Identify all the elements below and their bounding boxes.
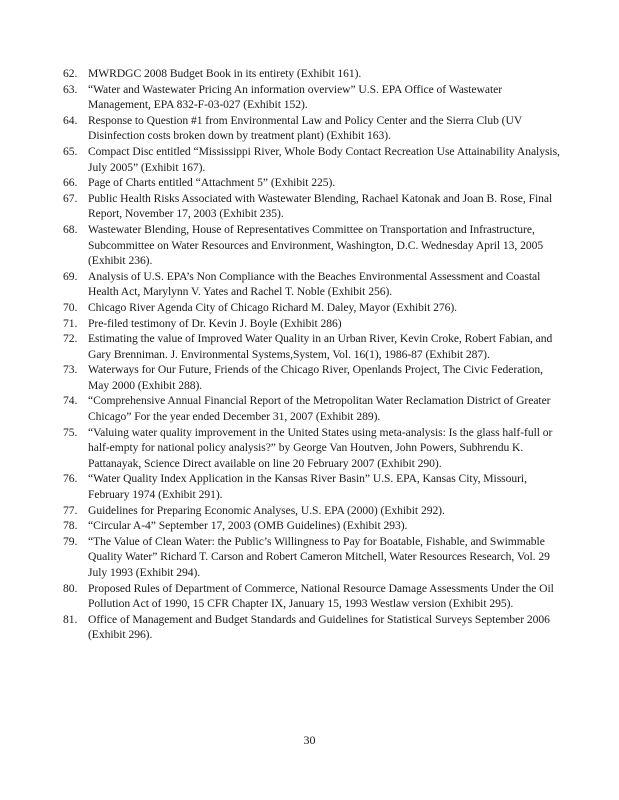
item-number: 81. [63, 612, 78, 626]
item-number: 76. [63, 472, 78, 486]
item-text: MWRDGC 2008 Budget Book in its entirety (Exhibit 161). [88, 67, 362, 80]
list-item [63, 175, 563, 191]
item-text: Estimating the value of Improved Water Quality in an Urban River, Kevin Croke, Robert Fabian, and Gary Brenniman. J. Environmental Systems,System, Vol. 16(1), 1986-87 (Exhibit 287). [88, 332, 553, 361]
item-number: 71. [63, 316, 78, 330]
item-text: Response to Question #1 from Environmental Law and Policy Center and the Sierra Club (UV Disinfection costs broken down by treatment plant) (Exhibit 163). [88, 113, 522, 143]
item-text: Analysis of U.S. EPA’s Non Compliance with the Beaches Environmental Assessment and Coastal Health Act, Marylynn V. Yates and Rachel T. Noble (Exhibit 256). [88, 269, 541, 299]
item-text: Proposed Rules of Department of Commerce, National Resource Damage Assessments Under the Oil Pollution Act of 1990, 15 CFR Chapter IX, January 15, 1993 Westlaw version (Exhibit 295). [88, 581, 554, 611]
item-text: “Valuing water quality improvement in the United States using meta-analysis: Is the glass half-full or half-empty for national policy analysis?” by George Van Houtven, John Powers, Subhrendu K. Pattanayak, Science Direct available on line 20 February 2007 (Exhibit 290). [88, 425, 553, 470]
list-item [63, 113, 563, 144]
list-item [63, 144, 563, 175]
list-item [63, 191, 563, 222]
item-text: Wastewater Blending, House of Representatives Committee on Transportation and Infrastructure, Subcommittee on Water Resources and Environment, Washington, D.C. Wednesday April 13, 2005 (Exhibit 236). [88, 222, 544, 268]
item-number: 67. [63, 191, 78, 205]
item-text: Public Health Risks Associated with Wastewater Blending, Rachael Katonak and Joan B. Rose, Final Report, November 17, 2003 (Exhibit 235). [88, 191, 553, 221]
item-number: 77. [63, 503, 78, 517]
list-item [63, 316, 563, 332]
item-text: “Comprehensive Annual Financial Report of the Metropolitan Water Reclamation District of Greater Chicago” For the year ended December 31, 2007 (Exhibit 289). [88, 394, 551, 424]
item-number: 65. [63, 144, 78, 158]
item-text: Pre-filed testimony of Dr. Kevin J. Boyle (Exhibit 286) [88, 316, 342, 330]
list-item [63, 471, 563, 502]
list-item [63, 362, 563, 393]
list-item [63, 534, 563, 581]
list-item [63, 300, 563, 316]
list-item [63, 393, 563, 424]
item-number: 64. [63, 113, 78, 127]
list-item [63, 66, 563, 82]
page-number: 30 [303, 733, 316, 747]
item-text: “Water Quality Index Application in the Kansas River Basin” U.S. EPA, Kansas City, Missouri, February 1974 (Exhibit 291). [88, 472, 527, 502]
exhibit-list [63, 66, 563, 643]
item-number: 69. [63, 269, 78, 283]
item-number: 72. [63, 332, 78, 346]
list-item [63, 331, 563, 362]
list-item [63, 269, 563, 300]
item-number: 63. [63, 82, 78, 96]
item-number: 62. [63, 67, 78, 80]
item-number: 73. [63, 363, 78, 377]
item-number: 78. [63, 519, 78, 533]
list-item [63, 503, 563, 519]
item-number: 74. [63, 394, 78, 408]
list-item [63, 82, 563, 113]
item-number: 68. [63, 222, 78, 236]
item-text: “Water and Wastewater Pricing An information overview” U.S. EPA Office of Wastewater Management, EPA 832-F-03-027 (Exhibit 152). [88, 82, 503, 112]
item-number: 79. [63, 534, 78, 548]
item-text: Chicago River Agenda City of Chicago Richard M. Daley, Mayor (Exhibit 276). [88, 300, 457, 314]
list-item [63, 612, 563, 643]
item-text: Compact Disc entitled “Mississippi River, Whole Body Contact Recreation Use Attainability Analysis, July 2005” (Exhibit 167). [88, 144, 560, 174]
item-text: “Circular A-4” September 17, 2003 (OMB Guidelines) (Exhibit 293). [88, 519, 408, 533]
item-text: Guidelines for Preparing Economic Analyses, U.S. EPA (2000) (Exhibit 292). [88, 503, 445, 517]
item-text: Waterways for Our Future, Friends of the Chicago River, Openlands Project, The Civic Federation, May 2000 (Exhibit 288). [88, 363, 543, 392]
list-item [63, 518, 563, 534]
item-number: 80. [63, 581, 78, 595]
item-text: Page of Charts entitled “Attachment 5” (Exhibit 225). [88, 176, 336, 190]
list-item [63, 581, 563, 612]
item-text: Office of Management and Budget Standards and Guidelines for Statistical Surveys September 2006 (Exhibit 296). [88, 612, 550, 642]
list-item [63, 222, 563, 269]
item-number: 66. [63, 176, 78, 190]
item-text: “The Value of Clean Water: the Public’s Willingness to Pay for Boatable, Fishable, and Swimmable Quality Water” Richard T. Carson and Robert Cameron Mitchell, Water Resources Research, Vol. 29 July 1993 (Exhibit 294). [88, 534, 550, 579]
list-item [63, 425, 563, 472]
item-number: 75. [63, 425, 78, 439]
item-number: 70. [63, 300, 78, 314]
